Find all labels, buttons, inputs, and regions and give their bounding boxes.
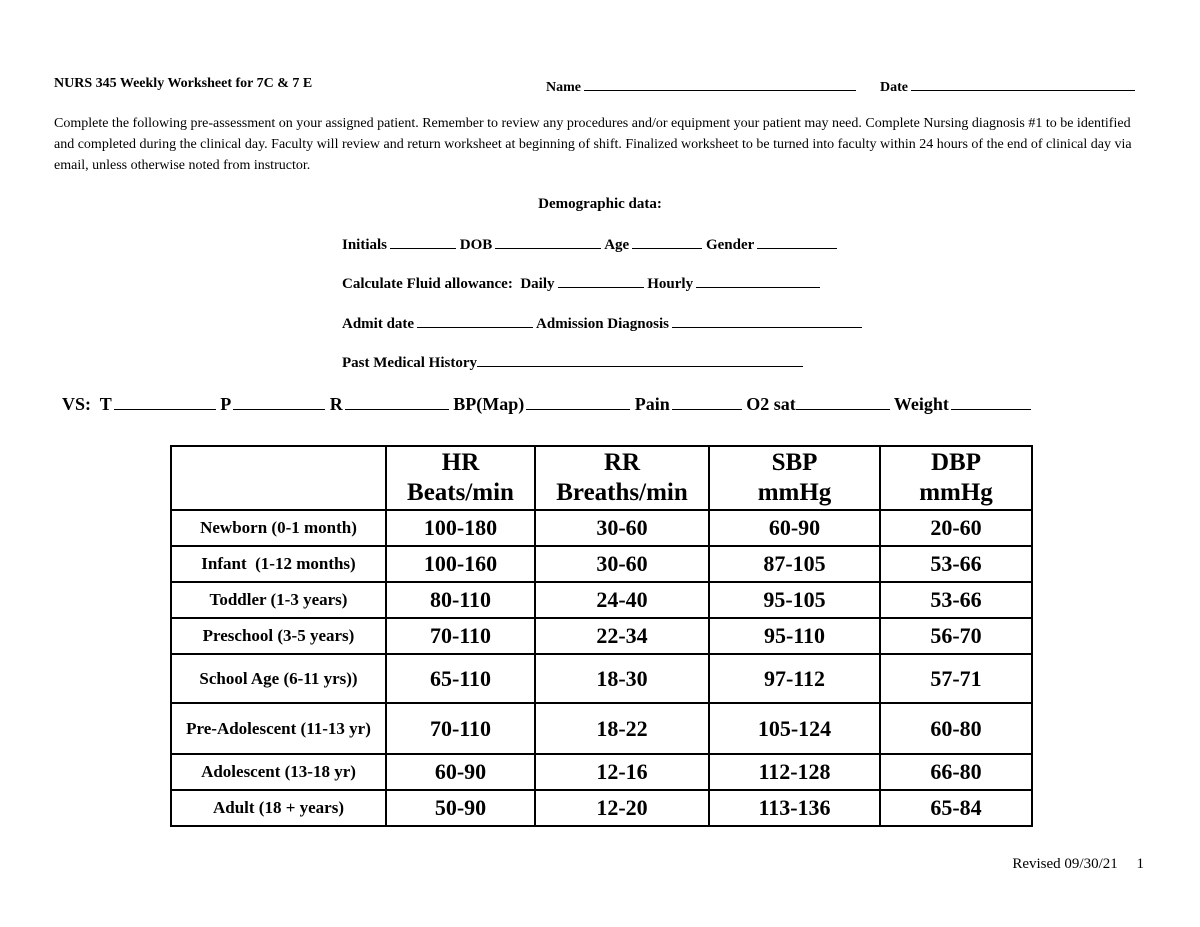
initials-blank[interactable] [390,233,456,249]
hr-cell: 70-110 [386,703,535,754]
table-row [171,582,1032,618]
table-row [171,754,1032,790]
date-blank[interactable] [911,76,1135,91]
weight-label: Weight [893,394,949,414]
dbp-cell: 65-84 [880,790,1032,826]
hourly-blank[interactable] [696,272,820,288]
rr-cell: 12-20 [535,790,709,826]
dbp-cell: 53-66 [880,546,1032,582]
revised-date: Revised 09/30/21 [1012,856,1118,872]
worksheet-title: NURS 345 Weekly Worksheet for 7C & 7 E [54,76,313,91]
page-footer [1012,856,1144,873]
dbp-cell: 20-60 [880,510,1032,546]
vital-signs-row [62,392,1031,415]
header-cell-empty [171,446,386,510]
age-label: Age [604,237,630,253]
table-row [171,703,1032,754]
header-cell-dbp: DBP mmHg [880,446,1032,510]
rr-cell: 30-60 [535,546,709,582]
age-group-cell: School Age (6-11 yrs)) [171,654,386,703]
age-group-cell: Toddler (1-3 years) [171,582,386,618]
dbp-cell: 53-66 [880,582,1032,618]
age-group-cell: Pre-Adolescent (11-13 yr) [171,703,386,754]
table-header-row [171,446,1032,510]
sbp-cell: 97-112 [709,654,880,703]
weight-blank[interactable] [951,392,1031,410]
age-group-cell: Infant (1-12 months) [171,546,386,582]
dob-label: DOB [459,237,493,253]
header-cell-hr: HR Beats/min [386,446,535,510]
rr-cell: 18-30 [535,654,709,703]
initials-label: Initials [342,237,388,253]
pain-label: Pain [634,394,670,414]
admit-date-label: Admit date [342,316,415,332]
demographic-row-1 [342,233,837,254]
page-number: 1 [1136,856,1144,872]
sbp-cell: 113-136 [709,790,880,826]
hr-cell: 65-110 [386,654,535,703]
pulse-label: P [220,394,232,414]
header-cell-rr: RR Breaths/min [535,446,709,510]
bp-label: BP(Map) [453,394,525,414]
sbp-cell: 87-105 [709,546,880,582]
demographic-title: Demographic data: [538,196,662,212]
hourly-label: Hourly [647,276,694,292]
age-group-cell: Adolescent (13-18 yr) [171,754,386,790]
table-row [171,510,1032,546]
dbp-cell: 60-80 [880,703,1032,754]
normal-vitals-table [170,445,1033,827]
hr-cell: 60-90 [386,754,535,790]
sbp-cell: 95-110 [709,618,880,654]
name-label: Name [546,80,581,95]
admit-date-blank[interactable] [417,312,533,328]
hr-cell: 100-160 [386,546,535,582]
sbp-cell: 95-105 [709,582,880,618]
date-label: Date [880,80,908,95]
rr-cell: 12-16 [535,754,709,790]
name-blank[interactable] [584,76,856,91]
dob-blank[interactable] [495,233,601,249]
age-blank[interactable] [632,233,702,249]
age-group-cell: Adult (18 + years) [171,790,386,826]
name-field[interactable] [546,76,856,96]
hr-cell: 100-180 [386,510,535,546]
demographic-row-3 [342,312,862,333]
o2-sat-label: O2 sat [746,394,796,414]
table-row [171,546,1032,582]
rr-cell: 22-34 [535,618,709,654]
hr-cell: 80-110 [386,582,535,618]
date-field[interactable] [880,76,1135,96]
demographic-row-2 [342,272,820,293]
gender-label: Gender [705,237,755,253]
daily-blank[interactable] [558,272,644,288]
temp-blank[interactable] [114,392,216,410]
pmh-blank[interactable] [477,351,803,367]
gender-blank[interactable] [757,233,837,249]
vs-label: VS: [62,394,92,414]
hr-cell: 50-90 [386,790,535,826]
rr-cell: 18-22 [535,703,709,754]
hr-cell: 70-110 [386,618,535,654]
pmh-label: Past Medical History [342,355,477,371]
sbp-cell: 112-128 [709,754,880,790]
table-row [171,618,1032,654]
resp-label: R [329,394,343,414]
age-group-cell: Preschool (3-5 years) [171,618,386,654]
dbp-cell: 57-71 [880,654,1032,703]
dbp-cell: 66-80 [880,754,1032,790]
rr-cell: 30-60 [535,510,709,546]
admission-diagnosis-blank[interactable] [672,312,862,328]
resp-blank[interactable] [345,392,449,410]
rr-cell: 24-40 [535,582,709,618]
dbp-cell: 56-70 [880,618,1032,654]
pulse-blank[interactable] [233,392,325,410]
sbp-cell: 60-90 [709,510,880,546]
sbp-cell: 105-124 [709,703,880,754]
header-cell-sbp: SBP mmHg [709,446,880,510]
bp-blank[interactable] [526,392,630,410]
instructions-paragraph: Complete the following pre-assessment on your assigned patient. Remember to review any procedures and/or equipment your patient may need. Complete Nursing diagnosis #1 to be identified and completed during the clinical day. Faculty will review and return worksheet at beginning of shift. Finalized worksheet to be turned into faculty within 24 hours of the end of clinical day via email, unless otherwise noted from instructor. [54,116,1132,173]
age-group-cell: Newborn (0-1 month) [171,510,386,546]
admission-diagnosis-label: Admission Diagnosis [536,316,669,332]
o2-sat-blank[interactable] [796,392,890,410]
daily-label: Daily [520,276,555,292]
pain-blank[interactable] [672,392,742,410]
temp-label: T [99,394,112,414]
table-row [171,654,1032,703]
fluid-allowance-label: Calculate Fluid allowance: [342,276,513,292]
table-row [171,790,1032,826]
demographic-row-4 [342,351,803,372]
